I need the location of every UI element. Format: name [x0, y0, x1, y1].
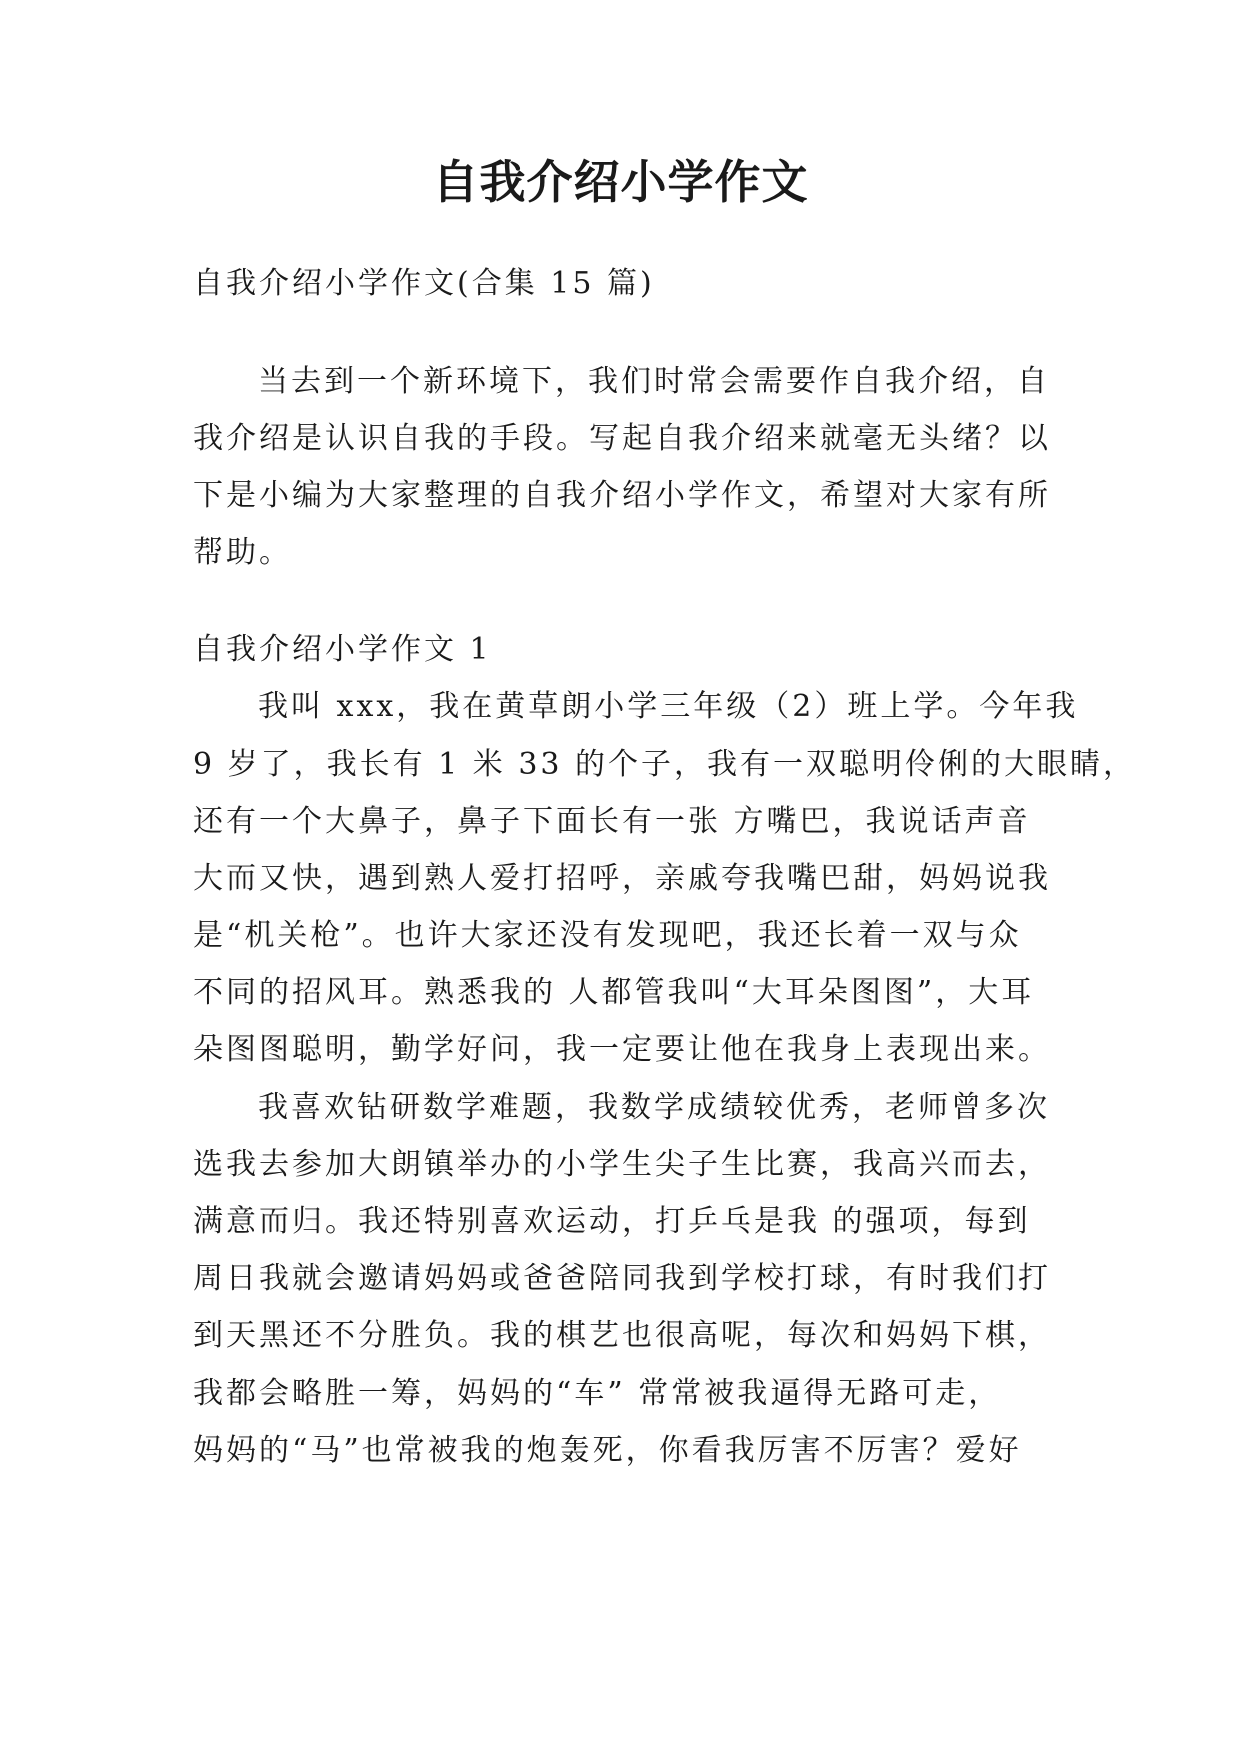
- paragraph-line: 我都会略胜一筹，妈妈的“车” 常常被我逼得无路可走，: [193, 1376, 1002, 1411]
- intro-line: 我介绍是认识自我的手段。写起自我介绍来就毫无头绪？以: [193, 421, 1051, 456]
- document-subtitle: 自我介绍小学作文(合集 15 篇): [193, 266, 655, 301]
- intro-line: 下是小编为大家整理的自我介绍小学作文，希望对大家有所: [193, 478, 1051, 513]
- paragraph-line: 满意而归。我还特别喜欢运动，打乒乓是我 的强项，每到: [193, 1204, 1031, 1239]
- intro-line: 帮助。: [193, 535, 292, 570]
- paragraph-line: 是“机关枪”。也许大家还没有发现吧，我还长着一双与众: [193, 918, 1022, 953]
- document-title: 自我介绍小学作文: [432, 155, 809, 209]
- paragraph-line: 我叫 xxx，我在黄草朗小学三年级（2）班上学。今年我: [258, 689, 1079, 724]
- paragraph-line: 我喜欢钻研数学难题，我数学成绩较优秀，老师曾多次: [258, 1090, 1050, 1125]
- intro-line: 当去到一个新环境下，我们时常会需要作自我介绍，自: [258, 364, 1050, 399]
- paragraph-line: 还有一个大鼻子，鼻子下面长有一张 方嘴巴，我说话声音: [193, 804, 1031, 839]
- paragraph-line: 不同的招风耳。熟悉我的 人都管我叫“大耳朵图图”，大耳: [193, 975, 1035, 1010]
- paragraph-line: 9 岁了，我长有 1 米 33 的个子，我有一双聪明伶俐的大眼睛，: [193, 747, 1137, 782]
- paragraph-line: 周日我就会邀请妈妈或爸爸陪同我到学校打球，有时我们打: [193, 1261, 1051, 1296]
- paragraph-line: 大而又快，遇到熟人爱打招呼，亲戚夸我嘴巴甜，妈妈说我: [193, 861, 1051, 896]
- paragraph-line: 到天黑还不分胜负。我的棋艺也很高呢，每次和妈妈下棋，: [193, 1318, 1051, 1353]
- section-heading: 自我介绍小学作文 1: [193, 632, 492, 667]
- paragraph-line: 妈妈的“马”也常被我的炮轰死，你看我厉害不厉害？爱好: [193, 1433, 1022, 1468]
- paragraph-line: 朵图图聪明，勤学好问，我一定要让他在我身上表现出来。: [193, 1032, 1051, 1067]
- paragraph-line: 选我去参加大朗镇举办的小学生尖子生比赛，我高兴而去，: [193, 1147, 1051, 1182]
